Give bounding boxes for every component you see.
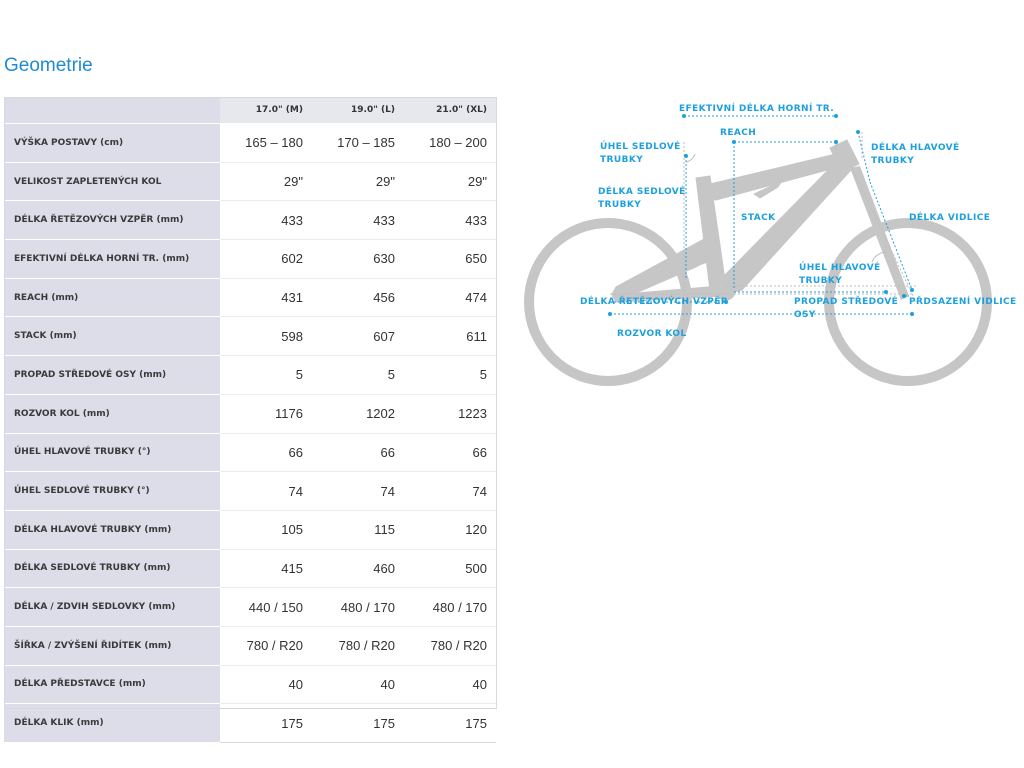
table-cell: 415: [220, 549, 312, 588]
table-cell: 433: [404, 201, 496, 240]
table-cell: 440 / 150: [220, 588, 312, 627]
table-row: [4, 549, 496, 588]
table-row: [4, 356, 496, 395]
row-label: ÚHEL HLAVOVÉ TRUBKY (°): [4, 433, 220, 472]
table-cell: 780 / R20: [220, 626, 312, 665]
table-row: [4, 626, 496, 665]
label-chainstay: DÉLKA ŘETĚZOVÝCH VZPĚR: [580, 297, 729, 307]
table-cell: 456: [312, 278, 404, 317]
row-label: EFEKTIVNÍ DÉLKA HORNÍ TR. (mm): [4, 240, 220, 279]
row-label: ŠÍŘKA / ZVÝŠENÍ ŘIDÍTEK (mm): [4, 626, 220, 665]
table-row: [4, 240, 496, 279]
table-cell: 630: [312, 240, 404, 279]
table-cell: 40: [404, 665, 496, 704]
table-cell: 165 – 180: [220, 124, 312, 163]
label-reach: REACH: [720, 128, 757, 138]
table-cell: 175: [312, 704, 404, 743]
table-cell: 460: [312, 549, 404, 588]
row-label: DÉLKA HLAVOVÉ TRUBKY (mm): [4, 510, 220, 549]
table-cell: 1202: [312, 394, 404, 433]
table-cell: 40: [312, 665, 404, 704]
table-row: [4, 278, 496, 317]
table-cell: 433: [220, 201, 312, 240]
row-label: DÉLKA KLIK (mm): [4, 704, 220, 743]
table-cell: 105: [220, 510, 312, 549]
table-cell: 598: [220, 317, 312, 356]
geometry-table: [4, 97, 496, 743]
table-cell: 607: [312, 317, 404, 356]
row-label: ROZVOR KOL (mm): [4, 394, 220, 433]
label-head-angle-1: ÚHEL HLAVOVÉ: [799, 263, 881, 273]
table-row: [4, 704, 496, 743]
label-effective-top-tube: EFEKTIVNÍ DÉLKA HORNÍ TR.: [679, 104, 835, 114]
header-label-cell: [4, 97, 220, 124]
row-label: DÉLKA PŘEDSTAVCE (mm): [4, 665, 220, 704]
column-header-l: 19.0" (L): [312, 97, 404, 124]
table-cell: 780 / R20: [404, 626, 496, 665]
table-cell: 170 – 185: [312, 124, 404, 163]
table-cell: 5: [312, 356, 404, 395]
table-cell: 650: [404, 240, 496, 279]
column-header-m: 17.0" (M): [220, 97, 312, 124]
page-title: Geometrie: [4, 55, 93, 76]
table-row: [4, 433, 496, 472]
table-cell: 433: [312, 201, 404, 240]
table-row: [4, 201, 496, 240]
table-cell: 115: [312, 510, 404, 549]
table-row: [4, 394, 496, 433]
row-label: PROPAD STŘEDOVÉ OSY (mm): [4, 356, 220, 395]
table-cell: 1223: [404, 394, 496, 433]
label-head-angle-2: TRUBKY: [799, 276, 843, 286]
fork: [850, 166, 909, 300]
table-cell: 74: [312, 472, 404, 511]
label-head-length-2: TRUBKY: [871, 156, 915, 166]
row-label: DÉLKA ŘETĚZOVÝCH VZPĚR (mm): [4, 201, 220, 240]
table-cell: 5: [220, 356, 312, 395]
table-cell: 175: [404, 704, 496, 743]
label-seat-length-1: DÉLKA SEDLOVÉ: [598, 187, 686, 197]
table-cell: 66: [404, 433, 496, 472]
label-seat-length-2: TRUBKY: [598, 200, 642, 210]
table-cell: 66: [220, 433, 312, 472]
table-cell: 780 / R20: [312, 626, 404, 665]
row-label: REACH (mm): [4, 278, 220, 317]
table-header-row: [4, 97, 496, 124]
label-fork-offset: PŘDSAZENÍ VIDLICE: [909, 297, 1017, 307]
table-cell: 431: [220, 278, 312, 317]
label-wheelbase: ROZVOR KOL: [617, 329, 687, 339]
row-label: DÉLKA SEDLOVÉ TRUBKY (mm): [4, 549, 220, 588]
table-cell: 74: [404, 472, 496, 511]
table-cell: 1176: [220, 394, 312, 433]
table-cell: 66: [312, 433, 404, 472]
table-cell: 480 / 170: [312, 588, 404, 627]
label-head-length-1: DÉLKA HLAVOVÉ: [871, 143, 960, 153]
row-label: ÚHEL SEDLOVÉ TRUBKY (°): [4, 472, 220, 511]
table-cell: 180 – 200: [404, 124, 496, 163]
table-cell: 480 / 170: [404, 588, 496, 627]
table-cell: 611: [404, 317, 496, 356]
row-label: DÉLKA / ZDVIH SEDLOVKY (mm): [4, 588, 220, 627]
label-bb-drop-1: PROPAD STŘEDOVÉ: [794, 297, 899, 307]
table-cell: 40: [220, 665, 312, 704]
table-cell: 29": [220, 162, 312, 201]
table-cell: 175: [220, 704, 312, 743]
table-row: [4, 124, 496, 163]
row-label: VELIKOST ZAPLETENÝCH KOL: [4, 162, 220, 201]
bike-geometry-diagram: [520, 90, 1020, 390]
label-stack: STACK: [741, 213, 776, 223]
table-cell: 120: [404, 510, 496, 549]
row-label: STACK (mm): [4, 317, 220, 356]
table-cell: 74: [220, 472, 312, 511]
table-cell: 29": [312, 162, 404, 201]
table-cell: 500: [404, 549, 496, 588]
table-cell: 602: [220, 240, 312, 279]
table-row: [4, 588, 496, 627]
table-row: [4, 472, 496, 511]
table-row: [4, 317, 496, 356]
table-cell: 29": [404, 162, 496, 201]
label-bb-drop-2: OSY: [794, 310, 816, 320]
label-fork-length: DÉLKA VIDLICE: [909, 213, 991, 223]
table-body: [4, 124, 496, 743]
label-seat-angle-2: TRUBKY: [600, 155, 644, 165]
row-label: VÝŠKA POSTAVY (cm): [4, 124, 220, 163]
column-header-xl: 21.0" (XL): [404, 97, 496, 124]
label-seat-angle-1: ÚHEL SEDLOVÉ: [600, 142, 681, 152]
table-cell: 5: [404, 356, 496, 395]
table-cell: 474: [404, 278, 496, 317]
table-row: [4, 162, 496, 201]
table-row: [4, 665, 496, 704]
table-row: [4, 510, 496, 549]
